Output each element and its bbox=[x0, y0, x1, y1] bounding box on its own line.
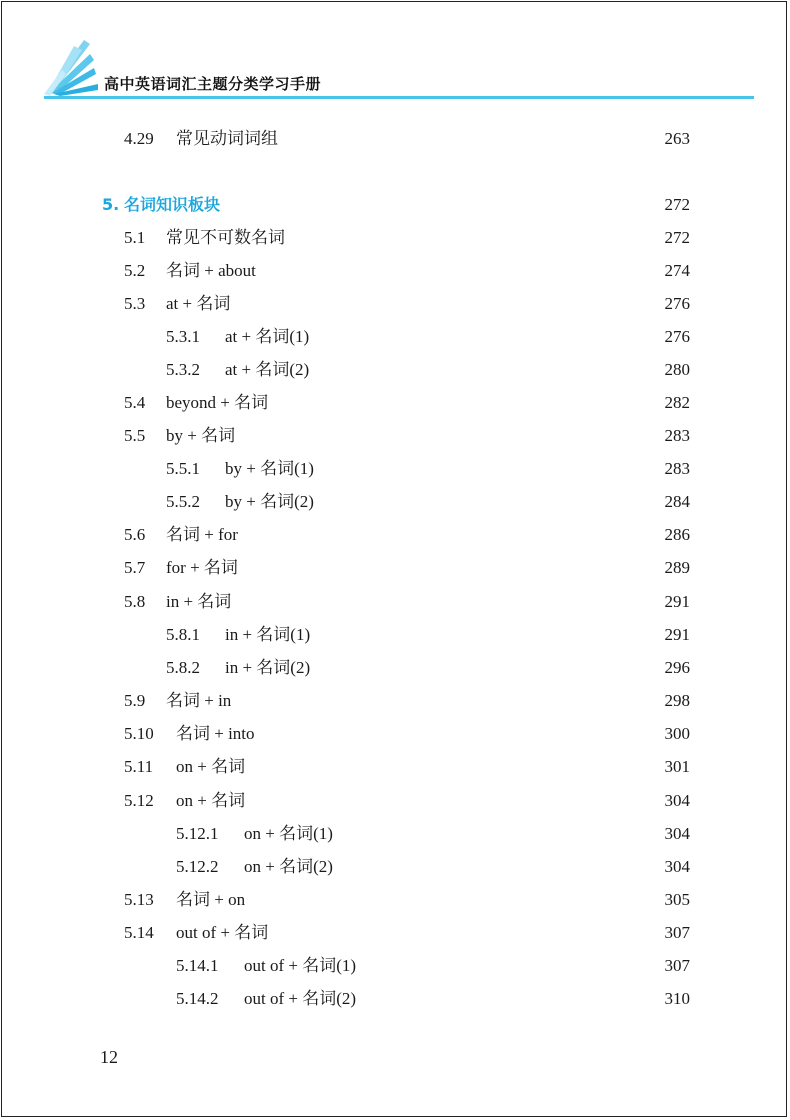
toc-dot-leader bbox=[246, 556, 642, 580]
toc-number: 5.5.2 bbox=[166, 492, 200, 511]
toc-number: 5.14.1 bbox=[176, 956, 219, 975]
toc-entry-row[interactable] bbox=[0, 689, 790, 713]
toc-number: 5.9 bbox=[124, 691, 146, 710]
toc-page-number: 274 bbox=[664, 261, 690, 280]
toc-title: for + 名词 bbox=[166, 558, 238, 577]
toc-title: 名词 + about bbox=[166, 261, 256, 280]
toc-dot-leader bbox=[322, 457, 642, 481]
toc-entry-row[interactable] bbox=[0, 424, 790, 448]
toc-entry-row[interactable] bbox=[0, 127, 790, 151]
toc-page-number: 289 bbox=[664, 558, 690, 577]
toc-page-number: 304 bbox=[664, 824, 690, 843]
toc-title: 名词 + into bbox=[176, 724, 255, 743]
toc-entry-row[interactable] bbox=[0, 722, 790, 746]
toc-page-number: 291 bbox=[664, 625, 690, 644]
toc-title: 名词 + for bbox=[166, 525, 238, 544]
toc-dot-leader bbox=[253, 888, 642, 912]
toc-entry-row[interactable] bbox=[0, 523, 790, 547]
toc-number: 5.5 bbox=[124, 426, 146, 445]
toc-dot-leader bbox=[293, 226, 642, 250]
toc-page-number: 286 bbox=[664, 525, 690, 544]
toc-dot-leader bbox=[276, 921, 642, 945]
toc-entry-row[interactable] bbox=[0, 954, 790, 978]
toc-entry-row[interactable] bbox=[0, 755, 790, 779]
toc-entry-row[interactable] bbox=[0, 855, 790, 879]
toc-title: on + 名词 bbox=[176, 757, 246, 776]
toc-title: out of + 名词(1) bbox=[244, 956, 357, 975]
toc-number: 5.8.1 bbox=[166, 625, 200, 644]
toc-number: 5.14.2 bbox=[176, 989, 219, 1008]
toc-page-number: 307 bbox=[664, 923, 690, 942]
toc-entry-row[interactable] bbox=[0, 921, 790, 945]
toc-number: 5.3.2 bbox=[166, 360, 200, 379]
toc-number: 5.3.1 bbox=[166, 327, 200, 346]
toc-page-number: 307 bbox=[664, 956, 690, 975]
toc-chapter-row[interactable] bbox=[0, 193, 790, 217]
toc-page-number: 272 bbox=[664, 228, 690, 247]
toc-dot-leader bbox=[238, 292, 642, 316]
toc-dot-leader bbox=[318, 656, 642, 680]
header-rule bbox=[44, 96, 754, 99]
toc-title: on + 名词(1) bbox=[244, 824, 333, 843]
toc-page-number: 310 bbox=[664, 989, 690, 1008]
toc-page-number: 304 bbox=[664, 857, 690, 876]
toc-number: 5.2 bbox=[124, 261, 146, 280]
toc-dot-leader bbox=[243, 424, 642, 448]
toc-page-number: 283 bbox=[664, 426, 690, 445]
toc-number: 5.13 bbox=[124, 890, 154, 909]
toc-page-number: 296 bbox=[664, 658, 690, 677]
toc-title: in + 名词(2) bbox=[225, 658, 311, 677]
toc-dot-leader bbox=[253, 755, 642, 779]
toc-number: 5.7 bbox=[124, 558, 146, 577]
toc-page-number: 298 bbox=[664, 691, 690, 710]
header-title: 高中英语词汇主题分类学习手册 bbox=[104, 75, 322, 93]
toc-entry-row[interactable] bbox=[0, 656, 790, 680]
toc-title: at + 名词(2) bbox=[225, 360, 310, 379]
toc-entry-row[interactable] bbox=[0, 391, 790, 415]
toc-number: 5. bbox=[102, 195, 120, 214]
toc-dot-leader bbox=[317, 325, 642, 349]
toc-page-number: 276 bbox=[664, 327, 690, 346]
toc-dot-leader bbox=[286, 127, 642, 151]
toc-dot-leader bbox=[228, 193, 642, 217]
book-fan-logo-icon bbox=[44, 40, 104, 96]
toc-dot-leader bbox=[264, 259, 642, 283]
toc-title: 名词 + on bbox=[176, 890, 246, 909]
toc-entry-row[interactable] bbox=[0, 292, 790, 316]
toc-entry-row[interactable] bbox=[0, 556, 790, 580]
toc-dot-leader bbox=[239, 689, 642, 713]
toc-page-number: 291 bbox=[664, 592, 690, 611]
toc-title: at + 名词 bbox=[166, 294, 231, 313]
toc-number: 5.12.2 bbox=[176, 857, 219, 876]
toc-page-number: 305 bbox=[664, 890, 690, 909]
toc-title: by + 名词(2) bbox=[225, 492, 314, 511]
toc-page-number: 300 bbox=[664, 724, 690, 743]
toc-page-number: 263 bbox=[664, 129, 690, 148]
toc-entry-row[interactable] bbox=[0, 590, 790, 614]
toc-number: 5.5.1 bbox=[166, 459, 200, 478]
toc-title: by + 名词(1) bbox=[225, 459, 314, 478]
toc-number: 5.12.1 bbox=[176, 824, 219, 843]
toc-entry-row[interactable] bbox=[0, 226, 790, 250]
toc-number: 5.3 bbox=[124, 294, 146, 313]
toc-dot-leader bbox=[341, 822, 642, 846]
page-header bbox=[0, 40, 790, 100]
toc-page-number: 301 bbox=[664, 757, 690, 776]
toc-entry-row[interactable] bbox=[0, 822, 790, 846]
toc-title: at + 名词(1) bbox=[225, 327, 310, 346]
toc-number: 5.8.2 bbox=[166, 658, 200, 677]
page-number: 12 bbox=[100, 1047, 118, 1067]
toc-dot-leader bbox=[341, 855, 642, 879]
toc-title: in + 名词 bbox=[166, 592, 232, 611]
toc-dot-leader bbox=[322, 490, 642, 514]
toc-dot-leader bbox=[263, 722, 642, 746]
toc-entry-row[interactable] bbox=[0, 623, 790, 647]
toc-title: on + 名词(2) bbox=[244, 857, 333, 876]
toc-title: 常见动词词组 bbox=[176, 129, 278, 148]
toc-number: 5.10 bbox=[124, 724, 154, 743]
toc-title: in + 名词(1) bbox=[225, 625, 311, 644]
toc-title: out of + 名词 bbox=[176, 923, 269, 942]
toc-title: by + 名词 bbox=[166, 426, 236, 445]
toc-number: 5.8 bbox=[124, 592, 146, 611]
toc-title: 名词 + in bbox=[166, 691, 232, 710]
toc-entry-row[interactable] bbox=[0, 358, 790, 382]
toc-number: 5.1 bbox=[124, 228, 146, 247]
toc-page-number: 283 bbox=[664, 459, 690, 478]
toc-dot-leader bbox=[246, 523, 642, 547]
toc-title: on + 名词 bbox=[176, 791, 246, 810]
toc-number: 4.29 bbox=[124, 129, 154, 148]
toc-number: 5.14 bbox=[124, 923, 154, 942]
toc-dot-leader bbox=[276, 391, 642, 415]
toc-number: 5.6 bbox=[124, 525, 146, 544]
toc-page-number: 272 bbox=[664, 195, 690, 214]
toc-page-number: 276 bbox=[664, 294, 690, 313]
toc-number: 5.11 bbox=[124, 757, 154, 776]
toc-dot-leader bbox=[318, 623, 642, 647]
toc-entry-row[interactable] bbox=[0, 888, 790, 912]
toc-dot-leader bbox=[239, 590, 642, 614]
toc-entry-row[interactable] bbox=[0, 457, 790, 481]
toc-entry-row[interactable] bbox=[0, 987, 790, 1011]
toc-title: out of + 名词(2) bbox=[244, 989, 357, 1008]
toc-page-number: 304 bbox=[664, 791, 690, 810]
toc-number: 5.12 bbox=[124, 791, 154, 810]
toc-entry-row[interactable] bbox=[0, 490, 790, 514]
toc-dot-leader bbox=[317, 358, 642, 382]
toc-title: beyond + 名词 bbox=[166, 393, 269, 412]
toc-entry-row[interactable] bbox=[0, 789, 790, 813]
toc-dot-leader bbox=[364, 954, 642, 978]
toc-dot-leader bbox=[253, 789, 642, 813]
toc-entry-row[interactable] bbox=[0, 325, 790, 349]
toc-number: 5.4 bbox=[124, 393, 146, 412]
toc-page-number: 280 bbox=[664, 360, 690, 379]
toc-title: 名词知识板块 bbox=[124, 195, 221, 214]
toc-dot-leader bbox=[364, 987, 642, 1011]
toc-page-number: 284 bbox=[664, 492, 690, 511]
toc-title: 常见不可数名词 bbox=[166, 228, 285, 247]
toc-page-number: 282 bbox=[664, 393, 690, 412]
toc-entry-row[interactable] bbox=[0, 259, 790, 283]
